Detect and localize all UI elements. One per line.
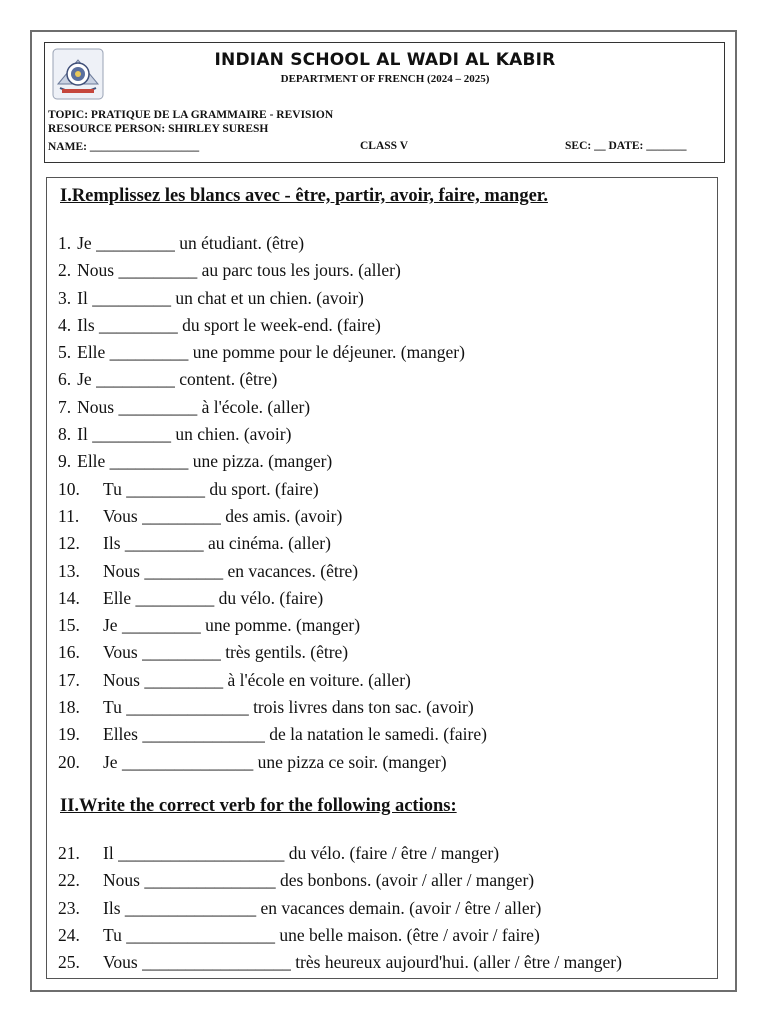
section-1-title: I.Remplissez les blancs avec - être, partir, avoir, faire, manger.: [60, 186, 548, 206]
question-item: [58, 922, 622, 949]
question-text: Vous _________ des amis. (avoir): [103, 505, 343, 526]
question-item: [58, 421, 487, 448]
class-label: CLASS V: [360, 140, 409, 152]
question-item: [58, 949, 622, 976]
question-text: Tu _________________ une belle maison. (être / avoir / faire): [103, 924, 540, 945]
question-number: 14.: [58, 587, 80, 608]
question-number: 7.: [58, 396, 72, 417]
question-text: Ils _________ du sport le week-end. (faire): [77, 314, 381, 335]
school-name: INDIAN SCHOOL AL WADI AL KABIR: [214, 50, 556, 70]
department-title: DEPARTMENT OF FRENCH (2024 – 2025): [280, 73, 490, 85]
question-item: [58, 840, 622, 867]
question-item: [58, 667, 487, 694]
question-text: Je _______________ une pizza ce soir. (manger): [103, 751, 447, 772]
question-number: 5.: [58, 342, 72, 363]
question-item: [58, 694, 487, 721]
question-text: Tu ______________ trois livres dans ton sac. (avoir): [103, 697, 474, 718]
question-text: Je _________ content. (être): [77, 369, 278, 390]
question-text: Vous _________ très gentils. (être): [103, 642, 349, 663]
question-number: 12.: [58, 533, 80, 554]
resource-person-line: RESOURCE PERSON: SHIRLEY SURESH: [48, 123, 269, 135]
question-item: [58, 448, 487, 475]
question-text: Je _________ une pomme. (manger): [103, 615, 361, 636]
question-number: 20.: [58, 751, 80, 772]
question-item: [58, 394, 487, 421]
question-number: 22.: [58, 870, 80, 891]
question-text: Nous _________ en vacances. (être): [103, 560, 359, 581]
question-item: [58, 585, 487, 612]
question-number: 3.: [58, 287, 72, 308]
question-text: Nous _______________ des bonbons. (avoir / aller / manger): [103, 870, 535, 891]
question-item: [58, 366, 487, 393]
question-item: [58, 867, 622, 894]
name-field: NAME: ___________________: [48, 141, 200, 153]
question-number: 19.: [58, 724, 80, 745]
question-item: [58, 530, 487, 557]
question-number: 4.: [58, 314, 72, 335]
question-item: [58, 476, 487, 503]
question-item: [58, 721, 487, 748]
question-number: 23.: [58, 897, 80, 918]
question-number: 9.: [58, 451, 72, 472]
question-number: 16.: [58, 642, 80, 663]
question-number: 18.: [58, 697, 80, 718]
question-number: 10.: [58, 478, 80, 499]
sec-date-field: SEC: __ DATE: _______: [565, 140, 687, 152]
question-text: Il _________ un chat et un chien. (avoir): [77, 287, 364, 308]
question-item: [58, 312, 487, 339]
question-number: 13.: [58, 560, 80, 581]
question-item: [58, 257, 487, 284]
question-text: Nous _________ à l'école en voiture. (aller): [103, 669, 411, 690]
question-text: Vous _________________ très heureux aujourd'hui. (aller / être / manger): [103, 952, 622, 973]
section-2-title: II.Write the correct verb for the following actions:: [60, 796, 457, 816]
question-text: Ils _______________ en vacances demain. (avoir / être / aller): [103, 897, 542, 918]
question-number: 25.: [58, 952, 80, 973]
question-text: Elle _________ une pomme pour le déjeuner. (manger): [77, 342, 465, 363]
question-item: [58, 230, 487, 257]
question-text: Il _________ un chien. (avoir): [77, 424, 292, 445]
question-item: [58, 612, 487, 639]
question-number: 6.: [58, 369, 72, 390]
question-number: 15.: [58, 615, 80, 636]
question-text: Il ___________________ du vélo. (faire / être / manger): [103, 843, 500, 863]
question-text: Ils _________ au cinéma. (aller): [103, 533, 331, 554]
question-number: 2.: [58, 260, 72, 281]
question-item: [58, 503, 487, 530]
question-number: 24.: [58, 924, 80, 945]
question-number: 21.: [58, 843, 80, 863]
question-item: [58, 639, 487, 666]
question-number: 11.: [58, 505, 80, 526]
question-number: 17.: [58, 669, 80, 690]
question-item: [58, 558, 487, 585]
section-2-questions: [58, 840, 622, 976]
question-text: Nous _________ au parc tous les jours. (aller): [77, 260, 401, 281]
question-text: Tu _________ du sport. (faire): [103, 478, 319, 499]
question-text: Elles ______________ de la natation le samedi. (faire): [103, 724, 487, 745]
question-item: [58, 895, 622, 922]
section-1-questions: [58, 230, 487, 776]
question-item: [58, 285, 487, 312]
question-text: Nous _________ à l'école. (aller): [77, 396, 311, 417]
question-item: [58, 339, 487, 366]
question-number: 1.: [58, 233, 72, 253]
question-text: Elle _________ du vélo. (faire): [103, 587, 324, 608]
question-text: Je _________ un étudiant. (être): [77, 233, 305, 253]
question-number: 8.: [58, 424, 72, 445]
question-item: [58, 749, 487, 776]
question-text: Elle _________ une pizza. (manger): [77, 451, 333, 472]
topic-line: TOPIC: PRATIQUE DE LA GRAMMAIRE - REVISION: [48, 109, 334, 121]
